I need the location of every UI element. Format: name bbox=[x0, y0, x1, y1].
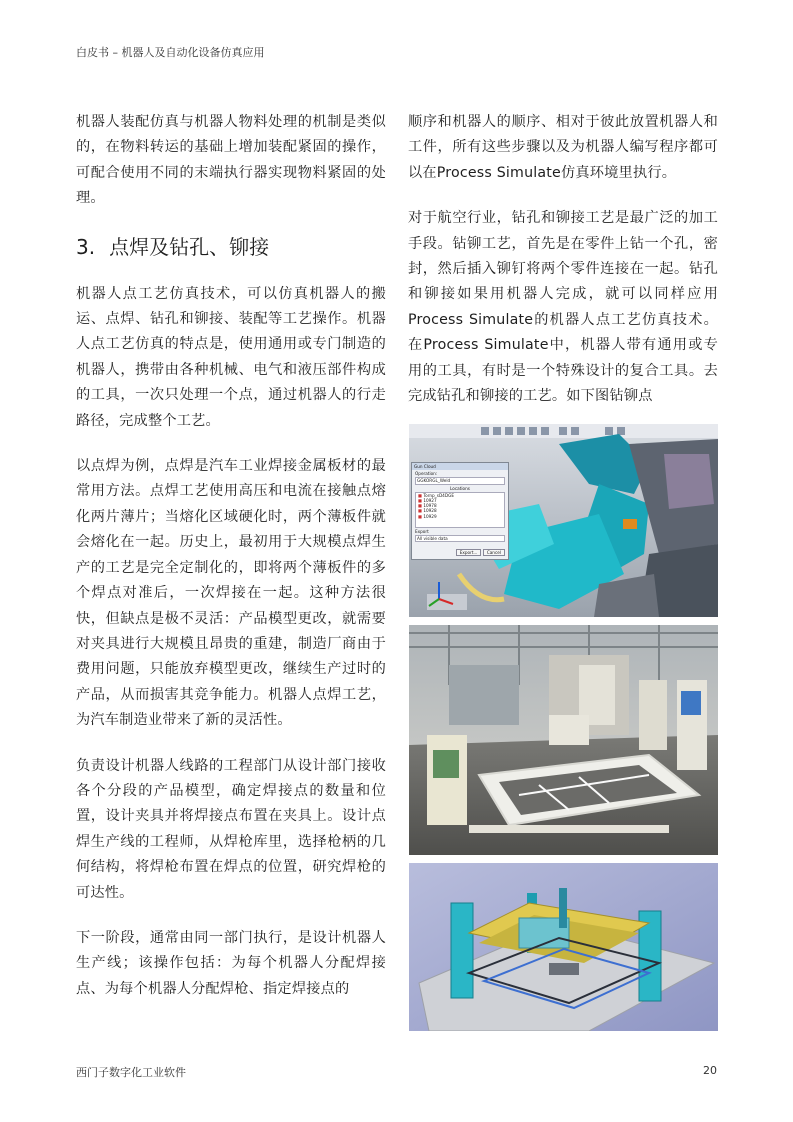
running-header: 白皮书 – 机器人及自动化设备仿真应用 bbox=[76, 46, 265, 59]
gantry-render-figure bbox=[409, 863, 718, 1031]
locations-label: Locations bbox=[450, 485, 470, 491]
list-item[interactable]: ■ 10929 bbox=[418, 513, 437, 519]
footer-company: 西门子数字化工业软件 bbox=[76, 1066, 186, 1079]
cancel-button[interactable]: Cancel bbox=[483, 549, 505, 556]
paragraph: 对于航空行业，钻孔和铆接工艺是最广泛的加工手段。钻铆工艺，首先是在零件上钻一个孔，密封，然后插入铆钉将两个零件连接在一起。钻孔和铆接如果用机器人完成，就可以同样应用Process Simulate的机器人点工艺仿真技术。在Process Simulate中，机器人带有通用或专用的工具，有时是一个特殊设计的复合工具。去完成钻孔和铆接的工艺。如下图钻铆点 bbox=[408, 210, 718, 405]
operation-field[interactable]: GGKORGL_Weld bbox=[415, 477, 505, 484]
section-heading bbox=[76, 232, 386, 262]
export-label: Export bbox=[415, 528, 429, 534]
locations-list[interactable] bbox=[415, 492, 505, 528]
left-column bbox=[76, 110, 386, 1022]
section-number: 3. bbox=[76, 234, 96, 259]
paragraph: 顺序和机器人的顺序、相对于彼此放置机器人和工件，所有这些步骤以及为机器人编写程序都可以在Process Simulate仿真环境里执行。 bbox=[408, 114, 718, 181]
export-button[interactable]: Export... bbox=[456, 549, 482, 556]
export-select[interactable]: All visible data bbox=[415, 535, 505, 542]
factory-photo-figure bbox=[409, 625, 718, 855]
paragraph: 以点焊为例，点焊是汽车工业焊接金属板材的最常用方法。点焊工艺使用高压和电流在接触点熔化两片薄片；当熔化区域硬化时，两个薄板件就会熔化在一起。历史上，最初用于大规模点焊生产的工艺是完全定制化的，即将两个薄板件的多个焊点对准后，一次焊接在一起。这种方法很快，但缺点是极不灵活：产品模型更改，就需要对夹具进行大规模且昂贵的重建，制造厂商由于费用问题，只能放弃模型更改，继续生产过时的产品，从而损害其竞争能力。机器人点焊工艺，为汽车制造业带来了新的灵活性。 bbox=[76, 458, 386, 729]
list-item[interactable]: ■ Tornp_sD4DGE bbox=[418, 492, 454, 498]
list-item[interactable]: ■ 10927 bbox=[418, 498, 437, 504]
gantry-3d-render bbox=[409, 863, 718, 1031]
operation-label: Operation: bbox=[415, 471, 438, 477]
robot-cell-photo bbox=[409, 625, 718, 855]
right-column bbox=[408, 110, 718, 429]
simulation-screenshot-figure bbox=[409, 424, 718, 617]
section-title: 点焊及钻孔、铆接 bbox=[109, 234, 270, 259]
dialog-title: Gun Cloud bbox=[412, 463, 508, 470]
paragraph: 下一阶段，通常由同一部门执行，是设计机器人生产线；该操作包括：为每个机器人分配焊接点、为每个机器人分配焊枪、指定焊接点的 bbox=[76, 929, 386, 997]
paragraph: 机器人点工艺仿真技术，可以仿真机器人的搬运、点焊、钻孔和铆接、装配等工艺操作。机器人点工艺仿真的特点是，使用通用或专门制造的机器人，携带由各种机械、电气和液压部件构成的工具，一次只处理一个点，通过机器人的行走路径，完成整个工艺。 bbox=[76, 285, 386, 429]
paragraph: 机器人装配仿真与机器人物料处理的机制是类似的，在物料转运的基础上增加装配紧固的操作，可配合使用不同的末端执行器实现物料紧固的处理。 bbox=[76, 114, 386, 207]
list-item[interactable]: ■ 10978 bbox=[418, 503, 437, 509]
list-item[interactable]: ■ 10928 bbox=[418, 508, 437, 514]
gun-cloud-dialog bbox=[411, 462, 509, 560]
paragraph: 负责设计机器人线路的工程部门从设计部门接收各个分段的产品模型，确定焊接点的数量和位置，设计夹具并将焊接点布置在夹具上。设计点焊生产线的工程师，从焊枪库里，选择枪柄的几何结构，将焊枪布置在焊点的位置，研究焊枪的可达性。 bbox=[76, 757, 386, 901]
page-number: 20 bbox=[703, 1064, 717, 1077]
